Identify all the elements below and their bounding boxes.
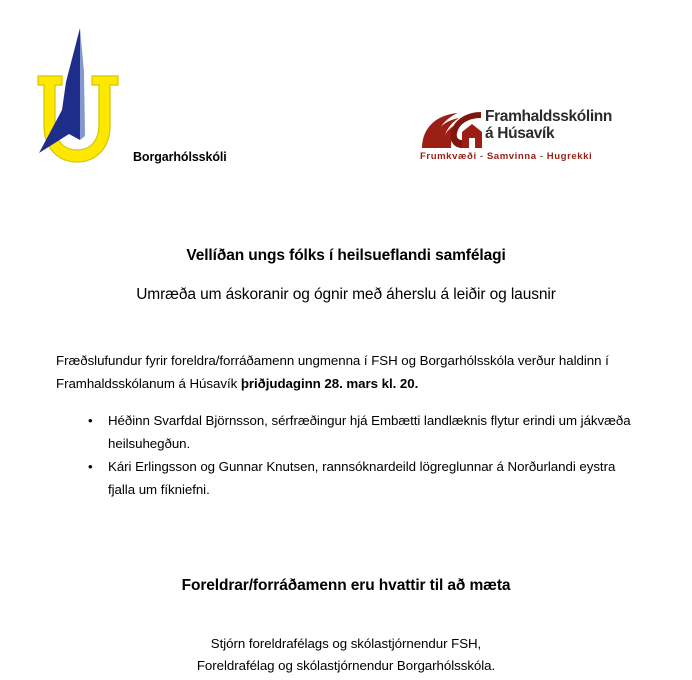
- document-subtitle: Umræða um áskoranir og ógnir með áherslu á leiðir og lausnir: [136, 286, 556, 303]
- list-item: [56, 455, 636, 501]
- intro-paragraph: [56, 304, 636, 395]
- framhaldsskolinn-name-line-1: Framhaldsskólinn: [485, 108, 613, 125]
- tagline-separator-1: -: [479, 151, 484, 162]
- framhaldsskolinn-husavik-logo: [418, 108, 613, 170]
- document-title: Vellíðan ungs fólks í heilsueflandi samfélagi: [186, 247, 506, 264]
- event-date-time: þriðjudaginn 28. mars kl. 20.: [240, 376, 419, 391]
- list-item: [56, 409, 636, 455]
- tagline-word-3: Hugrekki: [546, 151, 593, 162]
- document-header: [0, 0, 692, 185]
- bullet-icon: •: [88, 413, 93, 428]
- signoff-line-1: Stjórn foreldrafélags og skólastjórnendur FSH,: [210, 636, 482, 651]
- framhaldsskolinn-wordmark: [485, 108, 612, 142]
- document-body: [0, 185, 692, 677]
- bullet-icon: •: [88, 459, 93, 474]
- speaker-description: Kári Erlingsson og Gunnar Knutsen, rannsóknardeild lögreglunnar á Norðurlandi eystra fjalla um fíkniefni.: [108, 459, 616, 497]
- signoff-block: [56, 595, 636, 677]
- tagline-separator-2: -: [539, 151, 544, 162]
- speakers-list: [56, 395, 636, 501]
- framhaldsskolinn-name-line-2: á Húsavík: [485, 125, 555, 142]
- signoff-line-2: Foreldrafélag og skólastjórnendur Borgarhólsskóla.: [196, 658, 496, 673]
- tagline-word-1: Frumkvæði: [420, 151, 477, 162]
- tagline-word-2: Samvinna: [486, 151, 537, 162]
- borgarholsskoli-label: Borgarhólsskóli: [133, 150, 227, 164]
- borgarholsskoli-logo-icon: [22, 22, 137, 172]
- framhaldsskolinn-tagline: [420, 151, 592, 162]
- speaker-description: Héðinn Svarfdal Björnsson, sérfræðingur hjá Embætti landlæknis flytur erindi um jákvæða heilsuhegðun.: [108, 413, 631, 451]
- callout-text: Foreldrar/forráðamenn eru hvattir til að mæta: [181, 577, 511, 594]
- framhaldsskolinn-mark-icon: [418, 110, 482, 151]
- intro-text: Fræðslufundur fyrir foreldra/forráðamenn ungmenna í FSH og Borgarhólsskóla verður haldinn í Framhaldsskólanum á Húsavík: [56, 353, 609, 391]
